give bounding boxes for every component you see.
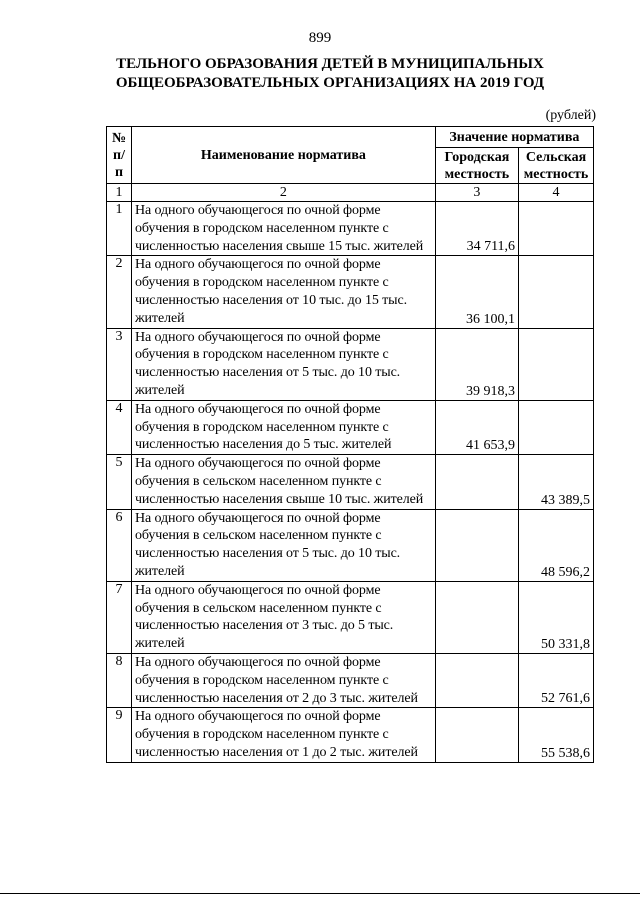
header-urban: Городская местность [435,148,518,184]
row-rural-value [519,328,594,400]
table-row [107,708,594,762]
row-urban-value [435,455,518,509]
header-value-group: Значение норматива [435,127,593,148]
row-name: На одного обучающегося по очной форме обучения в городском населенном пункте с численностью населения от 2 до 3 тыс. жителей [131,653,435,707]
row-number: 3 [107,328,132,400]
table-row [107,509,594,581]
table-row [107,455,594,509]
row-name: На одного обучающегося по очной форме обучения в сельском населенном пункте с численностью населения свыше 10 тыс. жителей [131,455,435,509]
bottom-rule [0,893,640,894]
table-row [107,400,594,454]
row-name: На одного обучающегося по очной форме обучения в сельском населенном пункте с численностью населения от 5 тыс. до 10 тыс. жителей [131,509,435,581]
row-number: 1 [107,202,132,256]
row-number: 5 [107,455,132,509]
row-number: 8 [107,653,132,707]
row-rural-value [519,202,594,256]
header-name: Наименование норматива [131,127,435,184]
row-number: 4 [107,400,132,454]
row-rural-value: 50 331,8 [519,581,594,653]
normatives-table [106,126,594,763]
row-number: 9 [107,708,132,762]
row-name: На одного обучающегося по очной форме обучения в сельском населенном пункте с численностью населения от 3 тыс. до 5 тыс. жителей [131,581,435,653]
row-name: На одного обучающегося по очной форме обучения в городском населенном пункте с численностью населения свыше 15 тыс. жителей [131,202,435,256]
table-row [107,202,594,256]
title-line-2: ОБЩЕОБРАЗОВАТЕЛЬНЫХ ОРГАНИЗАЦИЯХ НА 2019 ГОД [115,75,545,91]
row-rural-value: 52 761,6 [519,653,594,707]
page-title [60,55,600,93]
units-label: (рублей) [545,108,596,123]
row-rural-value: 55 538,6 [519,708,594,762]
row-urban-value [435,708,518,762]
row-number: 6 [107,509,132,581]
column-index: 2 [131,184,435,202]
table-row [107,328,594,400]
title-line-1: ТЕЛЬНОГО ОБРАЗОВАНИЯ ДЕТЕЙ В МУНИЦИПАЛЬНЫХ [116,56,544,72]
row-rural-value: 48 596,2 [519,509,594,581]
row-urban-value [435,509,518,581]
row-rural-value [519,256,594,328]
table-row [107,256,594,328]
row-number: 2 [107,256,132,328]
row-urban-value: 34 711,6 [435,202,518,256]
table-row [107,653,594,707]
row-name: На одного обучающегося по очной форме обучения в городском населенном пункте с численностью населения от 10 тыс. до 15 тыс. жителей [131,256,435,328]
header-rural: Сельская местность [519,148,594,184]
row-rural-value [519,400,594,454]
row-number: 7 [107,581,132,653]
row-rural-value: 43 389,5 [519,455,594,509]
header-num: № п/п [107,127,132,184]
column-index-row [107,184,594,202]
row-name: На одного обучающегося по очной форме обучения в городском населенном пункте с численностью населения от 5 тыс. до 10 тыс. жителей [131,328,435,400]
row-urban-value: 36 100,1 [435,256,518,328]
row-name: На одного обучающегося по очной форме обучения в городском населенном пункте с численностью населения от 1 до 2 тыс. жителей [131,708,435,762]
row-name: На одного обучающегося по очной форме обучения в городском населенном пункте с численностью населения до 5 тыс. жителей [131,400,435,454]
column-index: 1 [107,184,132,202]
row-urban-value: 39 918,3 [435,328,518,400]
row-urban-value [435,581,518,653]
page-number: 899 [308,30,332,46]
column-index: 4 [519,184,594,202]
row-urban-value [435,653,518,707]
column-index: 3 [435,184,518,202]
table-row [107,581,594,653]
row-urban-value: 41 653,9 [435,400,518,454]
